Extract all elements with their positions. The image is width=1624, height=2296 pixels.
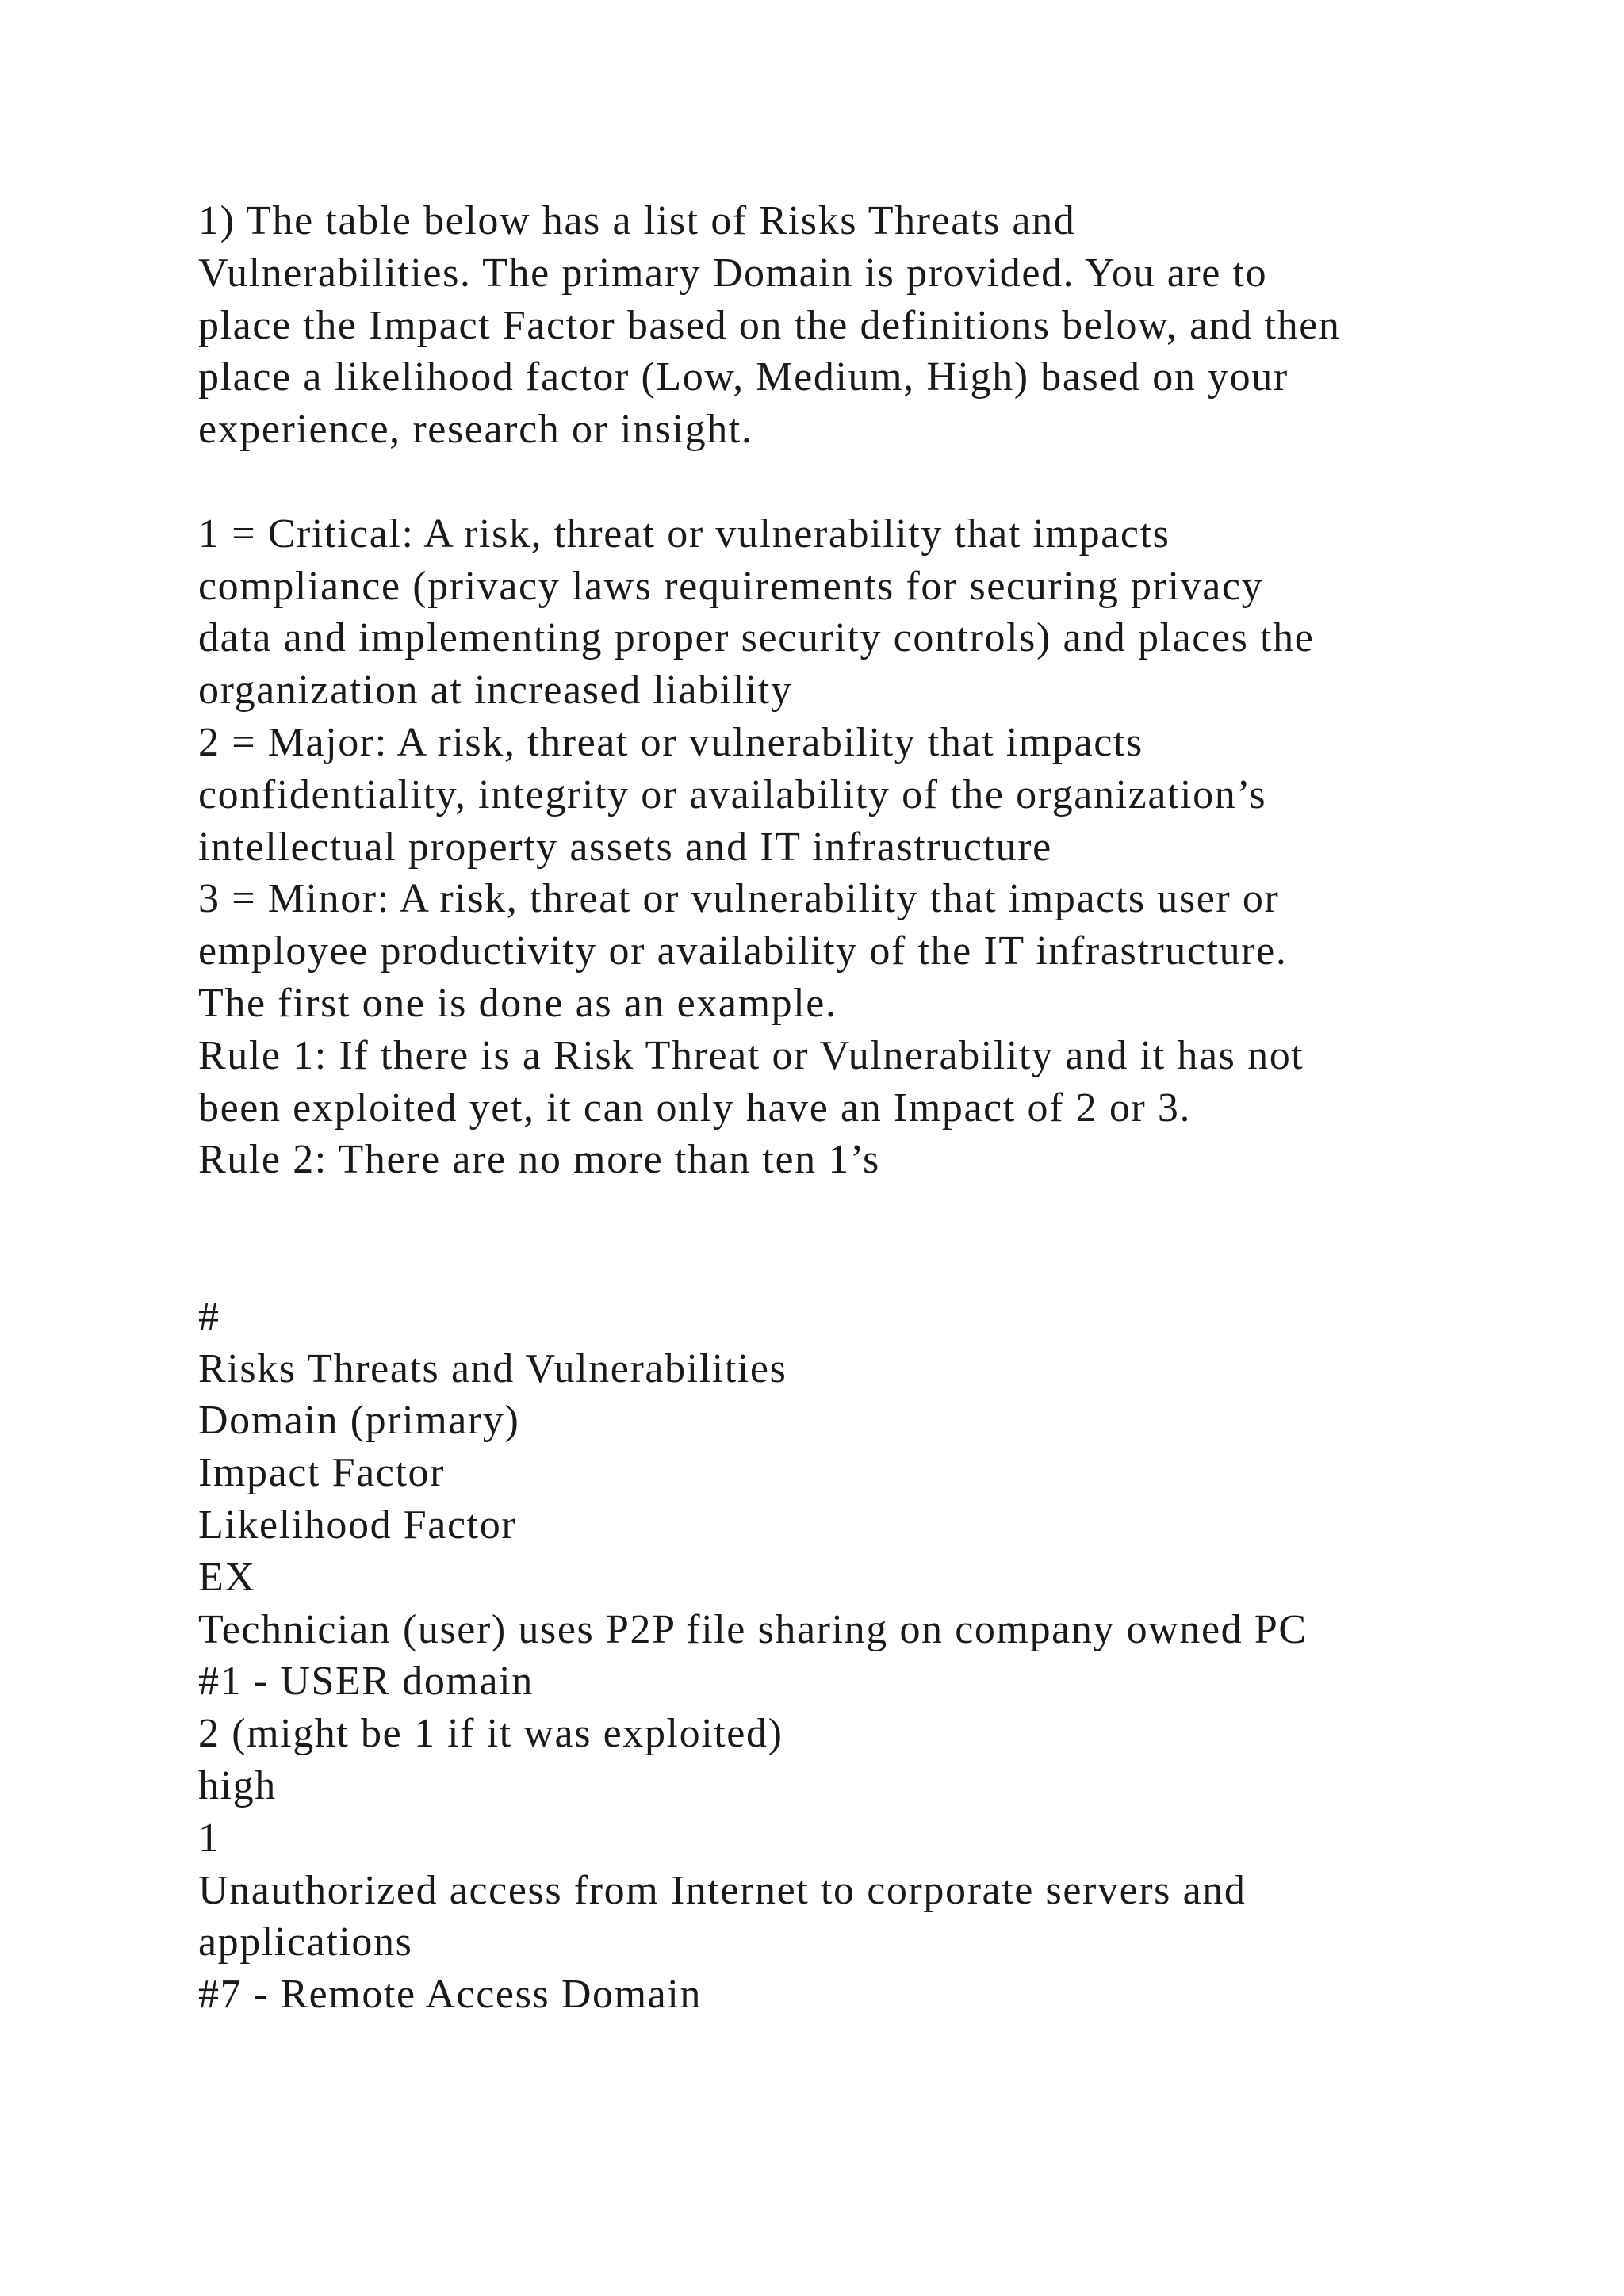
text-line: employee productivity or availability of the IT infrastructure. (198, 928, 1288, 974)
text-line: place a likelihood factor (Low, Medium, High) based on your (198, 354, 1289, 400)
table-cell-likelihood: high (198, 1762, 277, 1808)
table-cell-domain: #7 - Remote Access Domain (198, 1972, 702, 2018)
text-line: been exploited yet, it can only have an Impact of 2 or 3. (198, 1085, 1192, 1131)
text-line: The first one is done as an example. (198, 980, 837, 1026)
table-cell-risk: Technician (user) uses P2P file sharing on company owned PC (198, 1606, 1308, 1652)
text-line: experience, research or insight. (198, 407, 753, 453)
table-header-impact: Impact Factor (198, 1450, 446, 1496)
text-line: 3 = Minor: A risk, threat or vulnerability that impacts user or (198, 876, 1280, 922)
risk-table-text (198, 1291, 1546, 2021)
text-line: 2 = Major: A risk, threat or vulnerability that impacts (198, 719, 1143, 765)
impact-definitions (198, 508, 1546, 1186)
text-line: data and implementing proper security controls) and places the (198, 615, 1315, 661)
text-line: 1 = Critical: A risk, threat or vulnerability that impacts (198, 511, 1170, 557)
blank-line (198, 1238, 1546, 1291)
text-line: intellectual property assets and IT infrastructure (198, 824, 1052, 870)
text-line: Rule 1: If there is a Risk Threat or Vulnerability and it has not (198, 1032, 1304, 1078)
intro-paragraph (198, 195, 1546, 456)
document-body (198, 195, 1546, 2021)
table-header-number: # (198, 1293, 220, 1339)
table-cell-number: EX (198, 1554, 256, 1600)
text-line: 1) The table below has a list of Risks Threats and (198, 198, 1076, 243)
text-line: compliance (privacy laws requirements for securing privacy (198, 563, 1264, 609)
table-header-domain: Domain (primary) (198, 1398, 520, 1444)
table-cell-risk: Unauthorized access from Internet to corporate servers and (198, 1867, 1247, 1913)
table-cell-impact: 2 (might be 1 if it was exploited) (198, 1711, 783, 1757)
blank-line (198, 1186, 1546, 1238)
table-cell-domain: #1 - USER domain (198, 1659, 534, 1705)
table-header-risks: Risks Threats and Vulnerabilities (198, 1345, 787, 1391)
table-cell-number: 1 (198, 1815, 220, 1861)
table-cell-risk: applications (198, 1919, 413, 1965)
text-line: confidentiality, integrity or availability of the organization’s (198, 771, 1267, 817)
text-line: place the Impact Factor based on the definitions below, and then (198, 302, 1341, 348)
text-line: Rule 2: There are no more than ten 1’s (198, 1137, 880, 1183)
text-line: Vulnerabilities. The primary Domain is provided. You are to (198, 250, 1268, 296)
table-header-likelihood: Likelihood Factor (198, 1502, 517, 1548)
blank-line (198, 456, 1546, 508)
text-line: organization at increased liability (198, 668, 793, 714)
